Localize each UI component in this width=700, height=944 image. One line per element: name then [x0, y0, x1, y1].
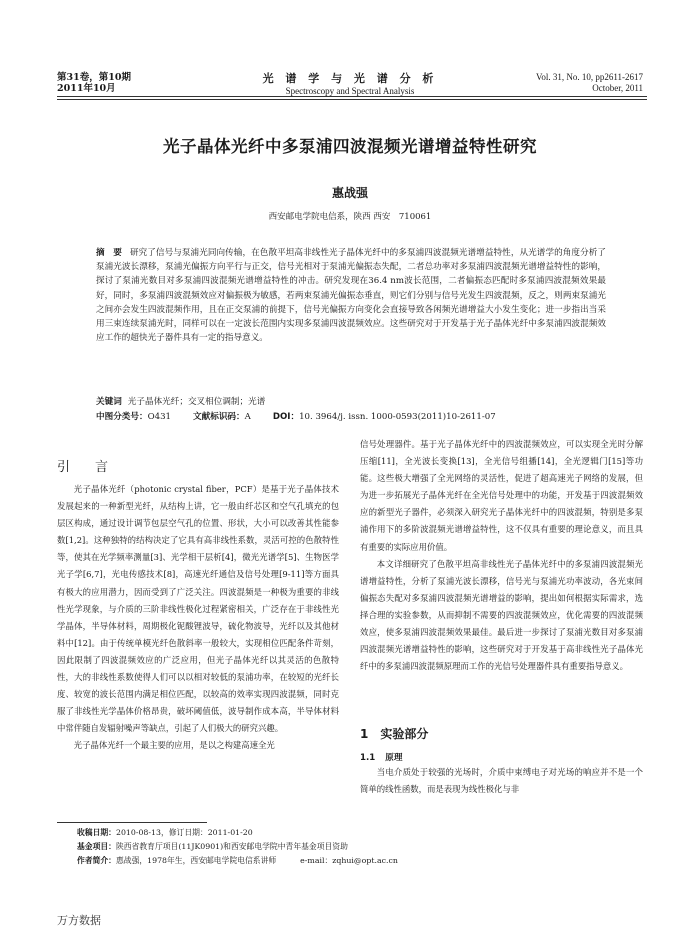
- doi-value: 10. 3964/j. issn. 1000-0593(2011)10-2611-07: [299, 412, 496, 422]
- subsection-paragraph: 当电介质处于较强的光场时，介质中束缚电子对光场的响应并不是一个简单的线性函数，而是表现为线性极化与非: [360, 767, 643, 795]
- fund-note: [77, 840, 637, 854]
- keywords: [96, 396, 606, 409]
- classification-line: [96, 411, 616, 424]
- received-text: 2010-08-13，修订日期：2011-01-20: [115, 828, 253, 837]
- abstract-text: 研究了信号与泵浦光同向传输，在色散平坦高非线性光子晶体光纤中的多泵浦四波混频光谱增益特性，从光谱学的角度分析了泵浦光波长漂移，泵浦光偏振方向平行与正交，信号光相对于泵浦光偏振态失配，二者总功率对多泵浦四波混频光谱增益特性的影响，探讨了泵浦光数目对多泵浦四波混频光谱增益特性的冲击。研究发现在36.4 nm波长范围，二者偏振态匹配时多泵浦四波混频效果最好，同时，多泵浦四波混频效应对偏振极为敏感，若两束泵浦光偏振态垂直，则它们分别与信号光发生四波混频，反之，则两束泵浦光之间亦会发生四波混频作用，且在正交泵浦的前提下，信号光偏振方向变化会直接导致各闲频光谱增益大小发生变化；进一步指出当采用三束连续泵浦光时，同样可以在一定波长范围内实现多泵浦四波混频效应。这些研究对于开发基于光子晶体光纤中多泵浦四波混频效应工作的超快光子器件具有一定的指导意义。: [96, 248, 606, 344]
- received-label: 收稿日期：: [77, 828, 116, 837]
- intro-heading: 引 言: [57, 460, 115, 475]
- right-paragraph-2: 本文详细研究了色散平坦高非线性光子晶体光纤中的多泵浦四波混频光谱增益特性，分析了泵浦光波长漂移，信号光与泵浦光功率波动，各光束间偏振态失配对多泵浦四波混频光谱增益的影响，提出如何根据实际需求，选择合理的实验参数，从而抑制不需要的四波混频效应，优化需要的四波混频效应，使多泵浦四波混频效果最佳。最后进一步探讨了泵浦光数目对多泵浦四波混频光谱增益特性的影响，这些研究对于开发基于高非线性光子晶体光纤中的多泵浦四波混频原理而工作的光信号处理器件具有重要指导意义。: [360, 558, 643, 672]
- subsection-title: 原理: [385, 753, 403, 763]
- clc-label: 中图分类号：: [96, 412, 148, 422]
- clc-value: O431: [147, 412, 172, 422]
- volume-line: 第31卷，第10期: [57, 72, 131, 83]
- right-paragraph-1: 信号处理器件。基于光子晶体光纤中的四波混频效应，可以实现全光时分解压缩[11]，全光波长变换[13]，全光信号组播[14]，全光逻辑门[15]等功能。这些极大增强了全光网络的灵活性，促进了超高速光子网络的发展，但为进一步拓展光子晶体光纤在全光信号处理中的功能，开发基于四波混频效应的新型光子器件，必须深入研究光子晶体光纤中的四波混频，特别是多泵浦作用下的多阶波混频光谱增益特性，这不仅具有重要的理论意义，而且具有重要的实际应用价值。: [360, 439, 643, 552]
- keywords-text: 光子晶体光纤；交叉相位调制；光谱: [127, 397, 266, 407]
- fund-label: 基金项目：: [77, 842, 116, 851]
- article-title: 光子晶体光纤中多泵浦四波混频光谱增益特性研究: [163, 137, 537, 156]
- author-email: e-mail：zqhui@opt.ac.cn: [300, 856, 398, 865]
- journal-issue-info: [57, 72, 131, 94]
- footnote-rule: [57, 822, 207, 823]
- fund-text: 陕西省教育厅项目(11JK0901)和西安邮电学院中青年基金项目资助: [115, 842, 348, 851]
- subsection-body: [360, 764, 643, 798]
- bio-text: 惠战强，1978年生，西安邮电学院电信系讲师: [115, 856, 277, 865]
- intro-paragraph-1: 光子晶体光纤（photonic crystal fiber，PCF）是基于光子晶体技术发展起来的一种新型光纤，从结构上讲，它一般由纤芯区和空气孔填充的包层区构成，通过设计调节包层空气孔的位置、形状，大小可以改善其性能参数[1,2]。这种独特的结构决定了它具有高非线性系数，灵活可控的色散特性等，使其在光学频率测量[3]、光学相干层析[4]，微光光谱学[5]、生物医学光子学[6,7]，光电传感技术[8]，高速光纤通信及信号处理[9-11]等方面具有极大的应用潜力，因而受到了广泛关注。四波混频是一种极为重要的非线性光学现象，与介质的三阶非线性极化过程紧密相关，广泛存在于非线性光学晶体，半导体材料，周期极化铌酸锂波导，硫化物波导，光纤以及其他材料中[12]。由于传统单模光纤色散斜率一般较大，实现相位匹配条件苛刻，因此限制了四波混频效应的广泛应用，但光子晶体光纤以其灵活的色散特性，大的非线性系数使得人们可以以相对较低的泵浦功率，在较短的光纤长度、较宽的波长范围内满足相位匹配，以较高的效率实现四波混频，同时克服了非线性光学晶体价格昂贵，破坏阈值低，波导制作成本高，半导体材料中常伴随自发辐射噪声等缺点，引起了人们极大的研究兴趣。: [57, 484, 339, 734]
- watermark: 万方数据: [57, 914, 101, 927]
- section-1-heading: 1 实验部分: [360, 727, 429, 741]
- keywords-label: 关键词: [96, 397, 122, 407]
- doc-code-value: A: [244, 412, 251, 422]
- header-rule: [57, 96, 647, 97]
- doc-code-label: 文献标识码：: [193, 412, 245, 422]
- intro-paragraph-2: 光子晶体光纤一个最主要的应用，是以之构建高速全光: [73, 740, 275, 751]
- month-line: October, 2011: [592, 83, 643, 93]
- abstract: [96, 246, 606, 345]
- abstract-label: 摘 要: [96, 248, 122, 258]
- citation-line: Vol. 31, No. 10, pp2611-2617: [535, 72, 643, 82]
- journal-name-en: Spectroscopy and Spectral Analysis: [285, 86, 415, 96]
- left-column: [57, 481, 339, 755]
- subsection-1-1-heading: [360, 751, 402, 763]
- header-rule-thin: [57, 99, 647, 100]
- bio-label: 作者简介：: [77, 856, 116, 865]
- article-author: 惠战强: [331, 186, 368, 200]
- footnotes: [77, 826, 637, 868]
- subsection-number: 1.1: [360, 753, 376, 763]
- journal-citation: [536, 72, 643, 94]
- journal-name-cn: 光 谱 学 与 光 谱 分 析: [262, 72, 438, 85]
- author-affiliation: 西安邮电学院电信系，陕西 西安 710061: [268, 212, 432, 222]
- date-line: 2011年10月: [57, 83, 116, 94]
- right-column: [360, 436, 643, 675]
- doi-label: DOI：: [272, 412, 300, 422]
- bio-note: [77, 854, 637, 868]
- journal-name: [230, 70, 470, 96]
- received-note: [77, 826, 637, 840]
